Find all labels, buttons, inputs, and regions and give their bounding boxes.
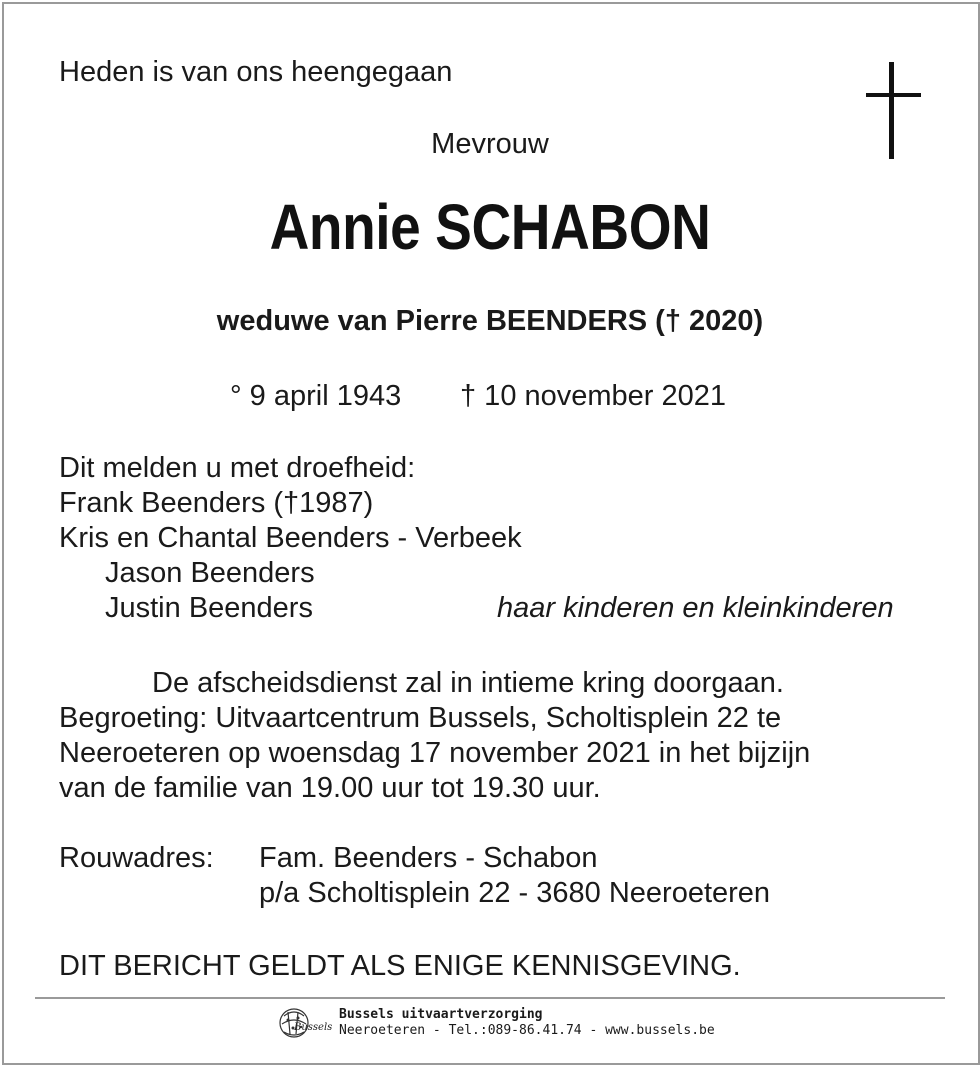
intro-text: Heden is van ons heengegaan: [59, 56, 453, 88]
company-contact: Neeroeteren - Tel.:089-86.41.74 - www.bussels.be: [339, 1023, 715, 1038]
mourner-item: Justin Beenders: [105, 592, 313, 624]
ceremony-line: Neeroeteren op woensdag 17 november 2021 in het bijzijn: [59, 737, 811, 769]
final-notice: DIT BERICHT GELDT ALS ENIGE KENNISGEVING.: [59, 950, 741, 982]
deceased-name: Annie SCHABON: [269, 191, 711, 263]
announcement: Dit melden u met droefheid:: [59, 452, 416, 484]
mourner-item: Kris en Chantal Beenders - Verbeek: [59, 522, 522, 554]
bussels-logo-icon: [274, 1004, 332, 1042]
death-date: † 10 november 2021: [460, 380, 727, 412]
relation-note: haar kinderen en kleinkinderen: [497, 592, 894, 624]
logo-text: Bussels: [294, 1022, 332, 1033]
address-line: p/a Scholtisplein 22 - 3680 Neeroeteren: [259, 877, 771, 909]
widow-of: weduwe van Pierre BEENDERS († 2020): [216, 305, 764, 337]
ceremony-line: De afscheidsdienst zal in intieme kring doorgaan.: [152, 667, 784, 699]
birth-date: ° 9 april 1943: [230, 380, 402, 412]
footer-divider: [35, 997, 945, 999]
cross-icon-bar: [866, 93, 921, 97]
mourner-item: Jason Beenders: [105, 557, 315, 589]
ceremony-line: van de familie van 19.00 uur tot 19.30 uur.: [59, 772, 601, 804]
ceremony-line: Begroeting: Uitvaartcentrum Bussels, Scholtisplein 22 te: [59, 702, 782, 734]
honorific: Mevrouw: [431, 128, 549, 160]
address-line: Fam. Beenders - Schabon: [259, 842, 598, 874]
address-label: Rouwadres:: [59, 842, 214, 874]
mourner-item: Frank Beenders (†1987): [59, 487, 374, 519]
company-name: Bussels uitvaartverzorging: [339, 1007, 543, 1022]
